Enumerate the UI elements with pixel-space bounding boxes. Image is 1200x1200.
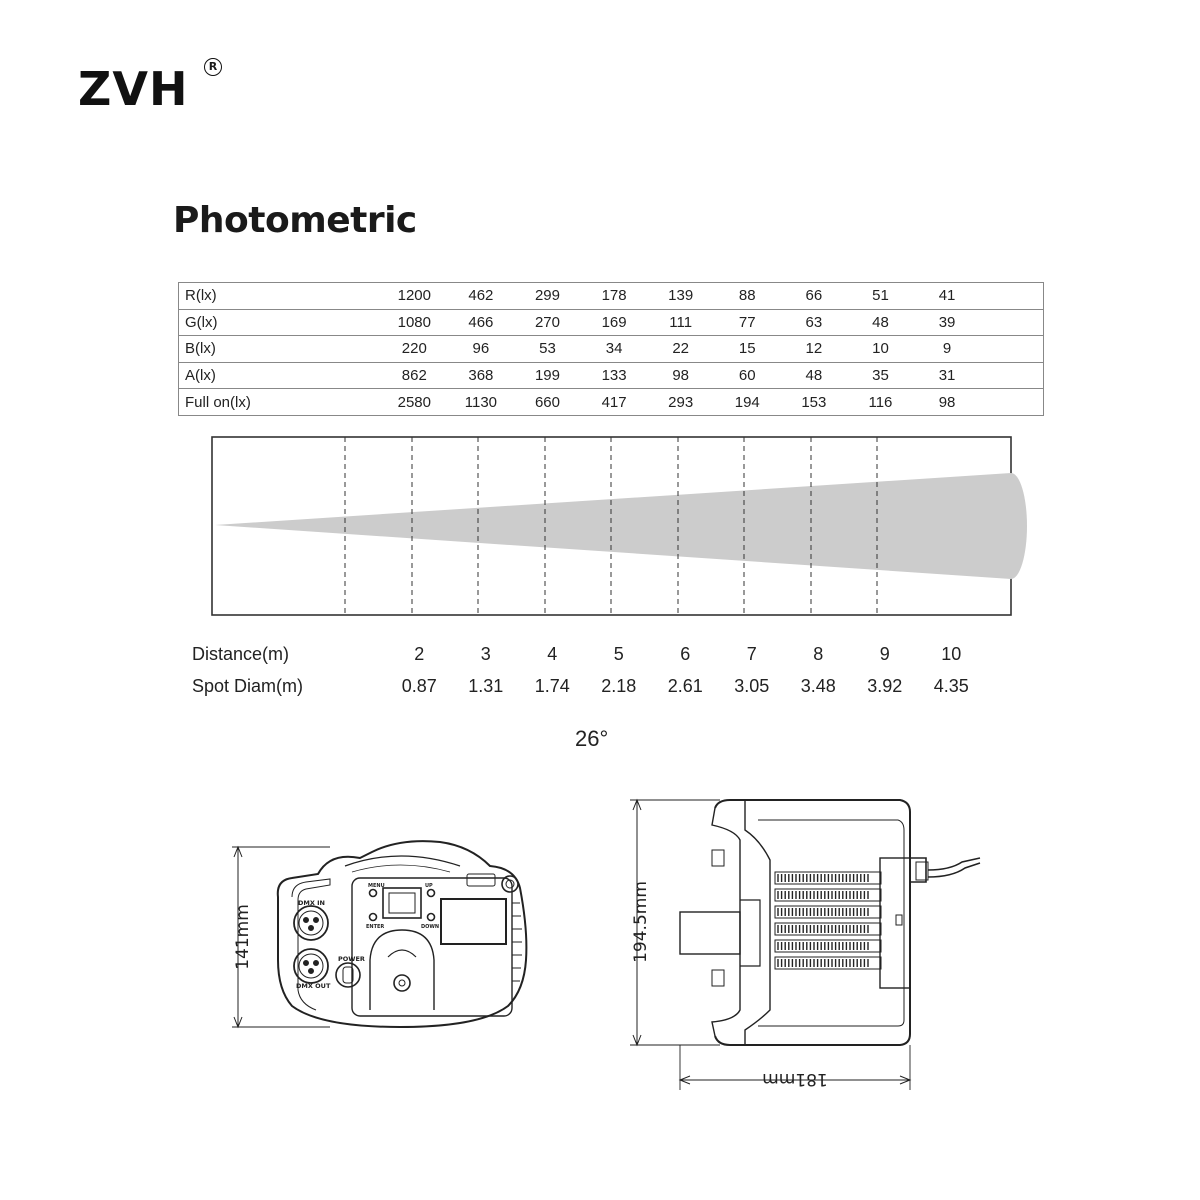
lux-cell: 199 xyxy=(514,362,581,389)
lux-cell: 194 xyxy=(714,389,781,416)
distance-cell: 10 xyxy=(941,643,962,664)
lux-cell: 51 xyxy=(847,283,914,310)
lux-cell: 368 xyxy=(448,362,515,389)
enter-label: ENTER xyxy=(366,924,385,930)
front-view xyxy=(232,841,526,1027)
distance-cell: 6 xyxy=(680,643,691,664)
lux-cell: 10 xyxy=(847,336,914,363)
distance-cell: 5 xyxy=(613,643,624,664)
lux-cell: 1080 xyxy=(381,309,448,336)
lux-cell: 293 xyxy=(647,389,714,416)
lux-cell: 111 xyxy=(647,309,714,336)
lux-row-label: A(lx) xyxy=(179,362,382,389)
spot-diam-cell: 1.74 xyxy=(534,675,570,696)
distance-cell: 4 xyxy=(547,643,558,664)
dmx-out-label: DMX OUT xyxy=(296,982,331,990)
spot-diam-cell: 2.61 xyxy=(667,675,703,696)
lux-cell: 2580 xyxy=(381,389,448,416)
lux-cell: 41 xyxy=(914,283,981,310)
lux-cell: 98 xyxy=(914,389,981,416)
lux-row-label: B(lx) xyxy=(179,336,382,363)
lux-cell: 39 xyxy=(914,309,981,336)
brand-name: ZVH xyxy=(78,62,189,116)
lux-cell: 660 xyxy=(514,389,581,416)
spot-diam-cell: 3.48 xyxy=(800,675,836,696)
lux-cell: 98 xyxy=(647,362,714,389)
spot-diam-cell: 3.05 xyxy=(734,675,770,696)
lux-cell: 466 xyxy=(448,309,515,336)
front-view-labels xyxy=(296,883,439,990)
lux-cell: 77 xyxy=(714,309,781,336)
lux-cell: 462 xyxy=(448,283,515,310)
lux-row-label: R(lx) xyxy=(179,283,382,310)
lux-cell: 1130 xyxy=(448,389,515,416)
lux-cell: 48 xyxy=(847,309,914,336)
lux-cell: 169 xyxy=(581,309,648,336)
front-height-label: 141mm xyxy=(233,904,253,970)
lux-cell: 35 xyxy=(847,362,914,389)
distance-cell: 3 xyxy=(480,643,491,664)
lux-row-label: Full on(lx) xyxy=(179,389,382,416)
lux-cell: 96 xyxy=(448,336,515,363)
lux-cell: 1200 xyxy=(381,283,448,310)
distance-label: Distance(m) xyxy=(192,643,290,664)
lux-cell: 15 xyxy=(714,336,781,363)
lux-cell: 116 xyxy=(847,389,914,416)
lux-cell: 60 xyxy=(714,362,781,389)
lux-cell: 862 xyxy=(381,362,448,389)
lux-cell: 153 xyxy=(781,389,848,416)
distance-cell: 8 xyxy=(813,643,824,664)
spot-diam-label: Spot Diam(m) xyxy=(192,675,304,696)
lux-cell: 22 xyxy=(647,336,714,363)
lux-cell: 63 xyxy=(781,309,848,336)
beam-angle: 26° xyxy=(575,726,609,751)
lux-row-label: G(lx) xyxy=(179,309,382,336)
spot-diam-cell: 1.31 xyxy=(468,675,504,696)
lux-cell: 12 xyxy=(781,336,848,363)
lux-cell: 31 xyxy=(914,362,981,389)
lux-cell: 66 xyxy=(781,283,848,310)
spot-diam-cell: 2.18 xyxy=(601,675,637,696)
lux-cell: 48 xyxy=(781,362,848,389)
side-view xyxy=(630,800,980,1090)
distance-cell: 2 xyxy=(414,643,425,664)
dmx-in-label: DMX IN xyxy=(298,899,325,907)
page-title: Photometric xyxy=(173,200,417,241)
side-width-label: 181mm xyxy=(762,1069,828,1089)
lux-cell: 417 xyxy=(581,389,648,416)
lux-cell: 9 xyxy=(914,336,981,363)
spot-diam-cell: 3.92 xyxy=(867,675,903,696)
lux-cell: 299 xyxy=(514,283,581,310)
menu-label: MENU xyxy=(368,883,385,889)
power-label: POWER xyxy=(338,955,365,963)
registered-mark: R xyxy=(204,58,222,76)
lux-cell: 34 xyxy=(581,336,648,363)
lux-cell: 178 xyxy=(581,283,648,310)
distance-cell: 7 xyxy=(746,643,757,664)
lux-cell: 133 xyxy=(581,362,648,389)
down-label: DOWN xyxy=(421,924,440,930)
spot-diam-cell: 4.35 xyxy=(933,675,969,696)
lux-cell: 53 xyxy=(514,336,581,363)
lux-cell: 220 xyxy=(381,336,448,363)
up-label: UP xyxy=(425,883,433,889)
lux-cell: 270 xyxy=(514,309,581,336)
side-height-label: 194.5mm xyxy=(631,881,651,963)
distance-cell: 9 xyxy=(879,643,890,664)
spot-diam-cell: 0.87 xyxy=(401,675,437,696)
lux-cell: 139 xyxy=(647,283,714,310)
lux-cell: 88 xyxy=(714,283,781,310)
